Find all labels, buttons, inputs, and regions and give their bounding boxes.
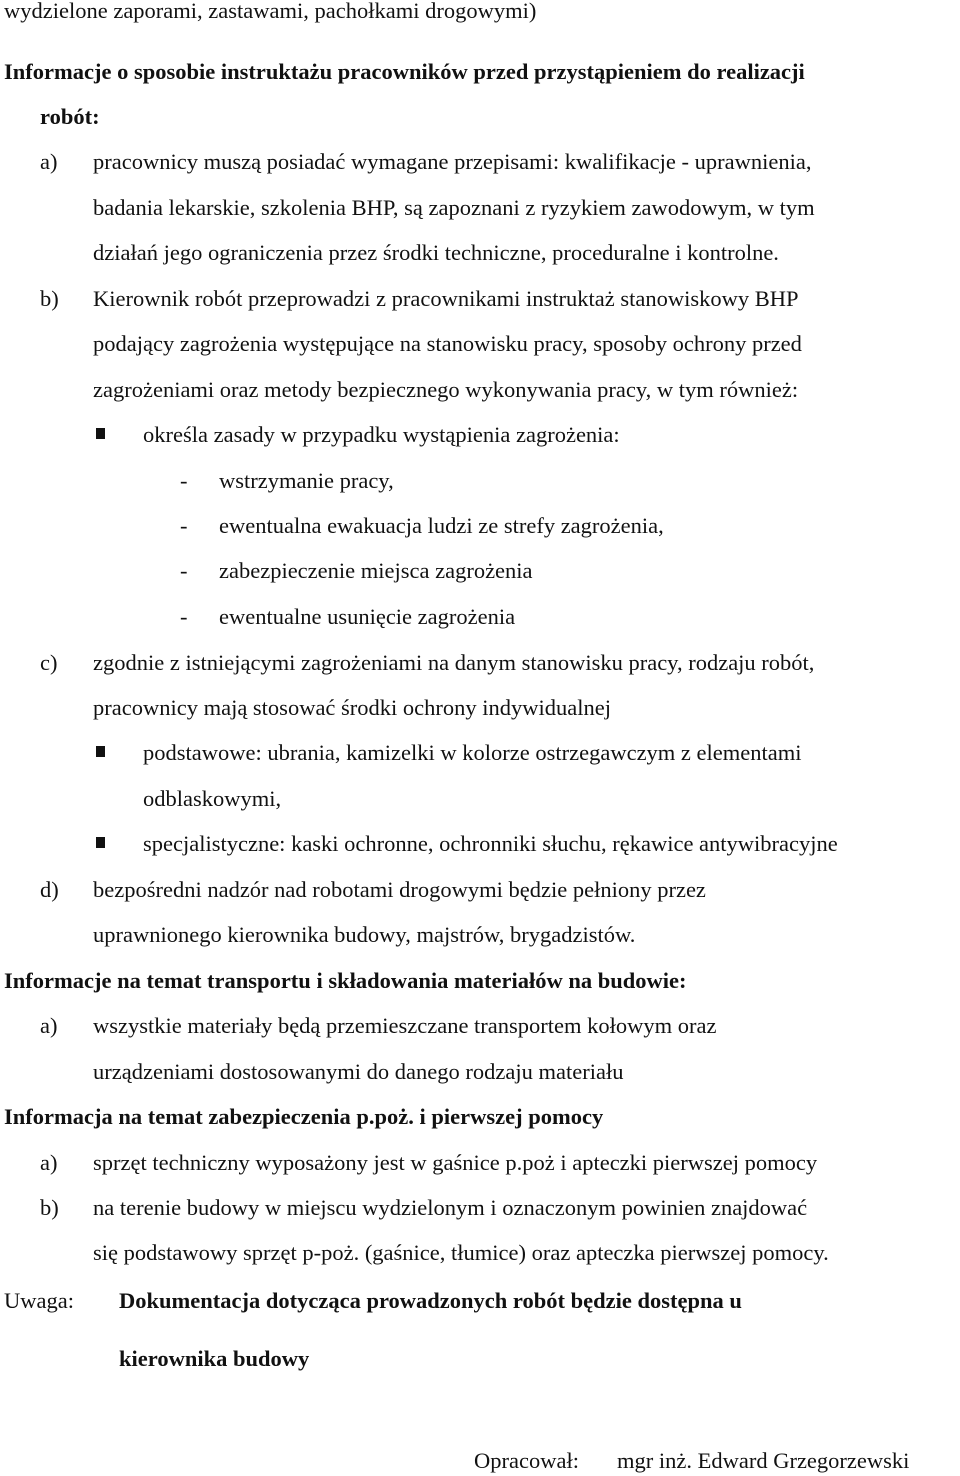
prepared-by-label: Opracował: — [474, 1448, 579, 1473]
note-text: kierownika budowy — [119, 1346, 310, 1371]
list-marker: b) — [40, 1195, 59, 1220]
list-item-text: zagrożeniami oraz metody bezpiecznego wykonywania pracy, w tym również: — [93, 377, 799, 402]
list-item-text: działań jego ograniczenia przez środki techniczne, proceduralne i kontrolne. — [93, 240, 779, 265]
list-marker: c) — [40, 650, 58, 675]
dash-item-text: ewentualne usunięcie zagrożenia — [219, 604, 516, 629]
list-item-text: bezpośredni nadzór nad robotami drogowymi będzie pełniony przez — [93, 877, 706, 902]
list-item-text: wszystkie materiały będą przemieszczane transportem kołowym oraz — [93, 1013, 717, 1038]
list-item-text: podający zagrożenia występujące na stanowisku pracy, sposoby ochrony przed — [93, 331, 802, 356]
section-heading-transport: Informacje na temat transportu i składowania materiałów na budowie: — [4, 968, 687, 993]
bullet-item-text: odblaskowymi, — [143, 786, 282, 811]
square-bullet-icon — [96, 837, 105, 848]
square-bullet-icon — [96, 428, 105, 439]
section-heading-fire-safety: Informacja na temat zabezpieczenia p.poż. i pierwszej pomocy — [4, 1104, 604, 1129]
list-marker: a) — [40, 1013, 58, 1038]
list-marker: a) — [40, 149, 58, 174]
note-text: Dokumentacja dotycząca prowadzonych robót będzie dostępna u — [119, 1288, 742, 1313]
dash-item-text: zabezpieczenie miejsca zagrożenia — [219, 558, 533, 583]
dash-item-text: ewentualna ewakuacja ludzi ze strefy zagrożenia, — [219, 513, 664, 538]
list-marker: b) — [40, 286, 59, 311]
list-item-text: na terenie budowy w miejscu wydzielonym i oznaczonym powinien znajdować — [93, 1195, 808, 1220]
list-item-text: się podstawowy sprzęt p-poż. (gaśnice, tłumice) oraz apteczka pierwszej pomocy. — [93, 1240, 829, 1265]
list-item-text: urządzeniami dostosowanymi do danego rodzaju materiału — [93, 1059, 624, 1084]
dash-marker: - — [180, 468, 188, 493]
author-name: mgr inż. Edward Grzegorzewski — [617, 1448, 910, 1473]
dash-marker: - — [180, 604, 188, 629]
bullet-item-text: podstawowe: ubrania, kamizelki w kolorze ostrzegawczym z elementami — [143, 740, 802, 765]
note-label: Uwaga: — [4, 1288, 74, 1313]
list-item-text: pracownicy mają stosować środki ochrony indywidualnej — [93, 695, 611, 720]
list-item-text: sprzęt techniczny wyposażony jest w gaśnice p.poż i apteczki pierwszej pomocy — [93, 1150, 818, 1175]
list-item-text: Kierownik robót przeprowadzi z pracownikami instruktaż stanowiskowy BHP — [93, 286, 799, 311]
list-marker: a) — [40, 1150, 58, 1175]
continuation-line: wydzielone zaporami, zastawami, pachołkami drogowymi) — [4, 0, 537, 23]
list-item-text: zgodnie z istniejącymi zagrożeniami na danym stanowisku pracy, rodzaju robót, — [93, 650, 815, 675]
list-marker: d) — [40, 877, 59, 902]
section-heading-instruction: Informacje o sposobie instruktażu pracowników przed przystąpieniem do realizacji — [4, 59, 805, 84]
section-heading-instruction-cont: robót: — [40, 104, 100, 129]
dash-marker: - — [180, 558, 188, 583]
dash-item-text: wstrzymanie pracy, — [219, 468, 394, 493]
bullet-item-text: specjalistyczne: kaski ochronne, ochronniki słuchu, rękawice antywibracyjne — [143, 831, 838, 856]
list-item-text: badania lekarskie, szkolenia BHP, są zapoznani z ryzykiem zawodowym, w tym — [93, 195, 815, 220]
square-bullet-icon — [96, 746, 105, 757]
list-item-text: uprawnionego kierownika budowy, majstrów, brygadzistów. — [93, 922, 636, 947]
list-item-text: pracownicy muszą posiadać wymagane przepisami: kwalifikacje - uprawnienia, — [93, 149, 812, 174]
dash-marker: - — [180, 513, 188, 538]
bullet-item-text: określa zasady w przypadku wystąpienia zagrożenia: — [143, 422, 620, 447]
